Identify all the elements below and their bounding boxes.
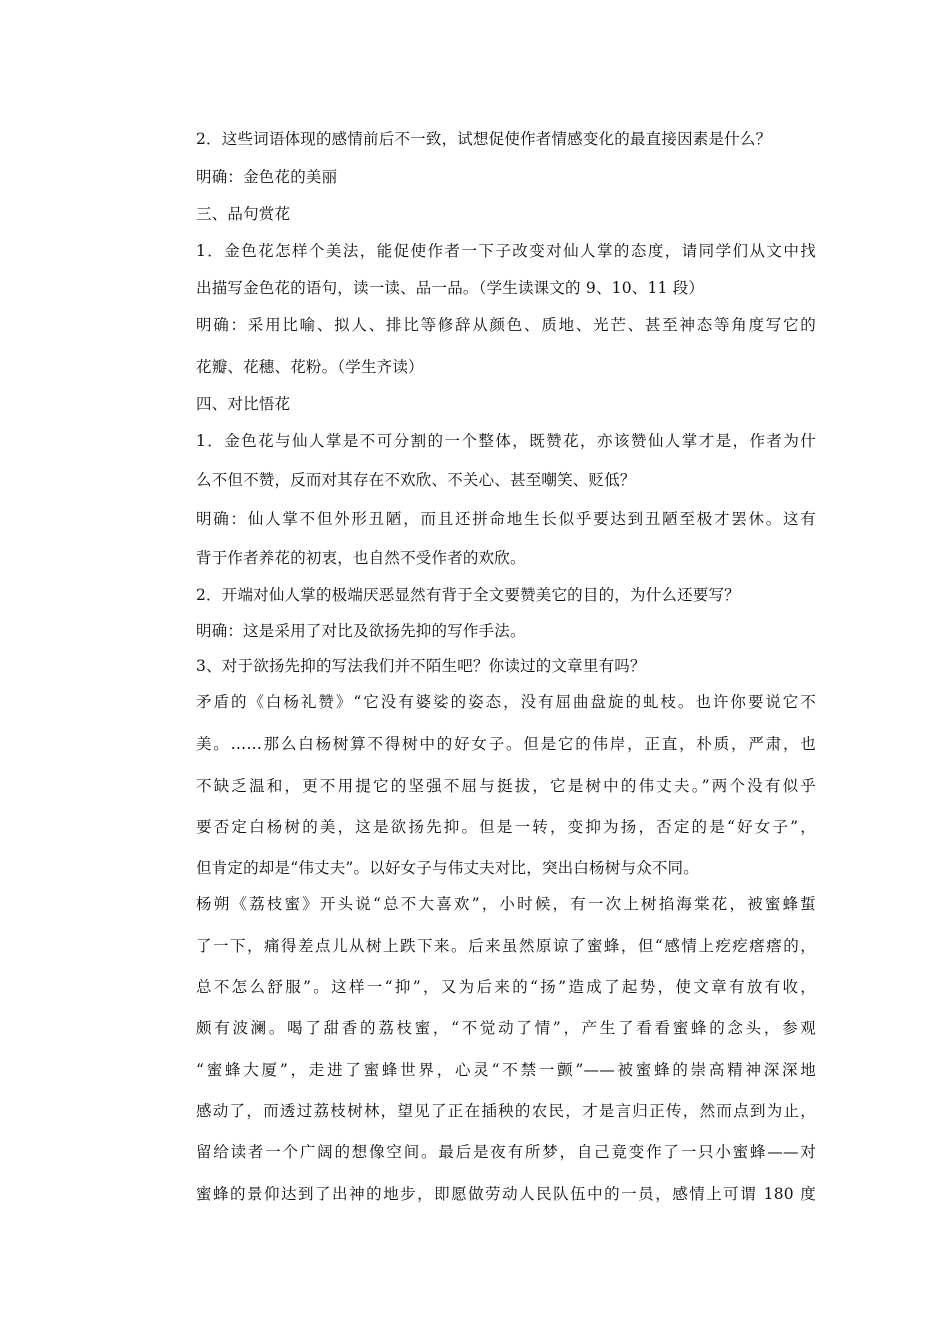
text-line: 背于作者养花的初衷，也自然不受作者的欢欣。 [196,549,526,567]
text-line: 颇有波澜。喝了甜香的荔枝蜜，“不觉动了情”，产生了看看蜜蜂的念头，参观 [196,1019,816,1037]
text-line: 了一下，痛得差点儿从树上跌下来。后来虽然原谅了蜜蜂，但“感情上疙疙瘩瘩的， [196,937,816,955]
text-line: 美。……那么白杨树算不得树中的好女子。但是它的伟岸，正直，朴质，严肃，也 [196,735,816,753]
text-line: 杨朔《荔枝蜜》开头说“总不大喜欢”，小时候，有一次上树掐海棠花，被蜜蜂蜇 [196,895,816,913]
text-line: 1．金色花与仙人掌是不可分割的一个整体，既赞花，亦该赞仙人掌才是，作者为什 [196,432,816,450]
text-line: 明确：这是采用了对比及欲扬先抑的写作手法。 [196,622,526,640]
section-heading: 四、对比悟花 [196,395,291,413]
text-line: “蜜蜂大厦”，走进了蜜蜂世界，心灵“不禁一颤”——被蜜蜂的崇高精神深深地 [196,1061,816,1079]
section-heading: 三、品句赏花 [196,205,291,223]
text-line: 不缺乏温和，更不用提它的坚强不屈与挺拔，它是树中的伟丈夫。”两个没有似乎 [196,777,816,795]
text-line: 明确：金色花的美丽 [196,168,338,186]
text-line: 2．开端对仙人掌的极端厌恶显然有背于全文要赞美它的目的，为什么还要写？ [196,586,740,604]
text-line: 要否定白杨树的美，这是欲扬先抑。但是一转，变抑为扬，否定的是“好女子”， [196,818,816,836]
text-line: 但肯定的却是“伟丈夫”。以好女子与伟丈夫对比，突出白杨树与众不同。 [196,859,699,877]
text-line: 蜜蜂的景仰达到了出神的地步，即愿做劳动人民队伍中的一员，感情上可谓 180 度 [196,1185,816,1203]
text-line: 明确：采用比喻、拟人、排比等修辞从颜色、质地、光芒、甚至神态等角度写它的 [196,316,816,334]
text-line: 出描写金色花的语句，读一读、品一品。（学生读课文的 9、10、11 段） [196,279,705,297]
text-line: 花瓣、花穗、花粉。（学生齐读） [196,358,424,376]
text-line: 1．金色花怎样个美法，能促使作者一下子改变对仙人掌的态度，请同学们从文中找 [196,242,816,260]
text-line: 总不怎么舒服”。这样一“抑”，又为后来的“扬”造成了起势，使文章有放有收， [196,978,816,996]
text-line: 明确：仙人掌不但外形丑陋，而且还拼命地生长似乎要达到丑陋至极才罢休。这有 [196,510,816,528]
text-line: 2．这些词语体现的感情前后不一致，试想促使作者情感变化的最直接因素是什么？ [196,130,772,148]
text-line: 3、对于欲扬先抑的写法我们并不陌生吧？你读过的文章里有吗？ [196,657,646,675]
text-line: 感动了，而透过荔枝树林，望见了正在插秧的农民，才是言归正传，然而点到为止， [196,1102,816,1120]
text-line: 留给读者一个广阔的想像空间。最后是夜有所梦，自己竟变作了一只小蜜蜂——对 [196,1143,816,1161]
text-line: 矛盾的《白杨礼赞》“它没有婆娑的姿态，没有屈曲盘旋的虬枝。也许你要说它不 [196,693,816,711]
text-line: 么不但不赞，反而对其存在不欢欣、不关心、甚至嘲笑、贬低？ [196,471,636,489]
